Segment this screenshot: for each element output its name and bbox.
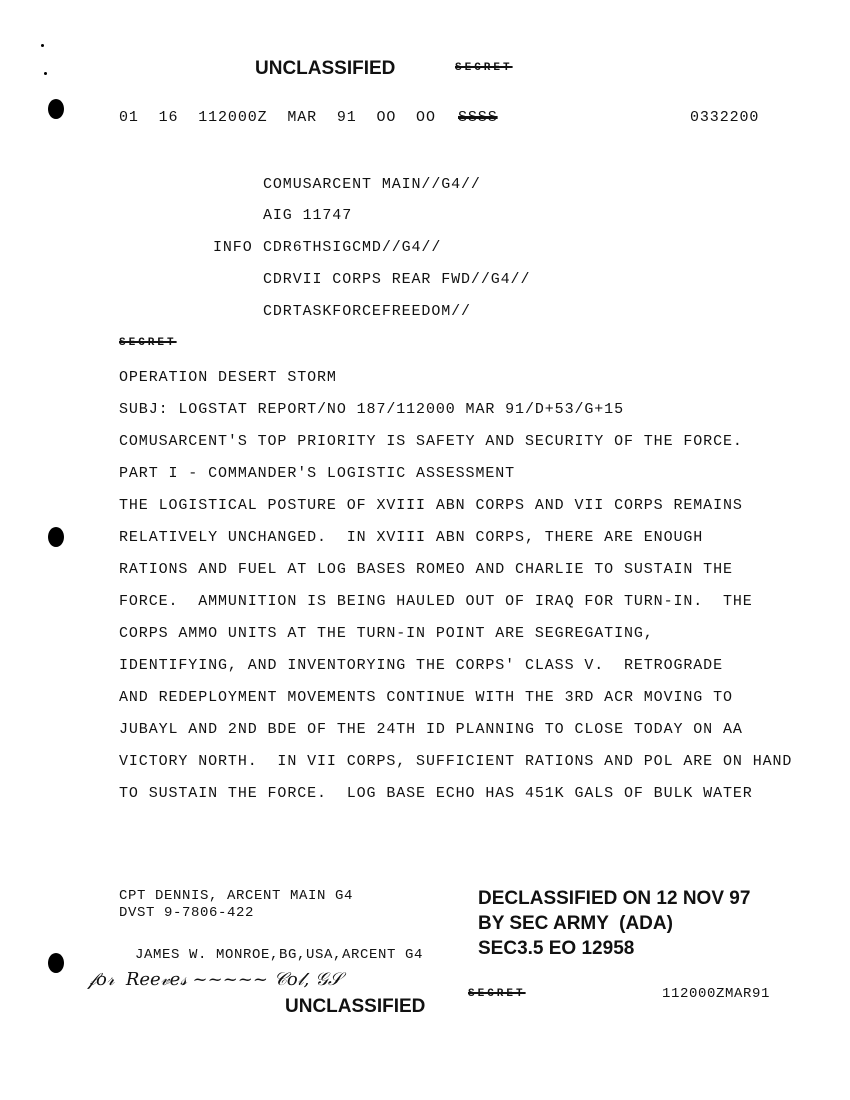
- body-line: FORCE. AMMUNITION IS BEING HAULED OUT OF IRAQ FOR TURN-IN. THE: [119, 593, 753, 610]
- drafter-line: CPT DENNIS, ARCENT MAIN G4: [119, 888, 354, 904]
- handwritten-signature: 𝒻𝑜𝓇 𝑅𝑒𝑒𝓋𝑒𝓈 ~~~~~ 𝒞𝑜𝓁, 𝒢𝒮: [88, 969, 342, 990]
- message-header-line: 01 16 112000Z MAR 91 OO OO: [119, 109, 436, 126]
- bottom-classification: UNCLASSIFIED: [285, 996, 426, 1017]
- addressee: COMUSARCENT MAIN//G4//: [263, 176, 481, 193]
- info-addressee: CDRTASKFORCEFREEDOM//: [263, 303, 471, 320]
- footer-dtg: 112000ZMAR91: [662, 986, 771, 1002]
- body-line: JUBAYL AND 2ND BDE OF THE 24TH ID PLANNING TO CLOSE TODAY ON AA: [119, 721, 743, 738]
- top-classification: UNCLASSIFIED: [255, 58, 396, 79]
- punch-hole: [48, 527, 64, 547]
- speck: [41, 44, 44, 47]
- struck-secret-marking: SECRET: [119, 337, 177, 349]
- struck-secret-marking: SECRET: [455, 62, 513, 74]
- info-addressee: CDR6THSIGCMD//G4//: [263, 239, 442, 256]
- body-line: THE LOGISTICAL POSTURE OF XVIII ABN CORPS AND VII CORPS REMAINS: [119, 497, 743, 514]
- releaser-line: JAMES W. MONROE,BG,USA,ARCENT G4: [135, 947, 424, 963]
- body-line: SUBJ: LOGSTAT REPORT/NO 187/112000 MAR 91/D+53/G+15: [119, 401, 624, 418]
- body-line: IDENTIFYING, AND INVENTORYING THE CORPS' CLASS V. RETROGRADE: [119, 657, 723, 674]
- declass-line: BY SEC ARMY (ADA): [478, 913, 673, 934]
- body-line: OPERATION DESERT STORM: [119, 369, 337, 386]
- info-addressee: CDRVII CORPS REAR FWD//G4//: [263, 271, 531, 288]
- punch-hole: [48, 953, 64, 973]
- body-line: COMUSARCENT'S TOP PRIORITY IS SAFETY AND SECURITY OF THE FORCE.: [119, 433, 743, 450]
- punch-hole: [48, 99, 64, 119]
- phone-line: DVST 9-7806-422: [119, 905, 255, 921]
- struck-secret-marking: SECRET: [468, 988, 526, 1000]
- body-line: RELATIVELY UNCHANGED. IN XVIII ABN CORPS, THERE ARE ENOUGH: [119, 529, 704, 546]
- declass-line: DECLASSIFIED ON 12 NOV 97: [478, 888, 751, 909]
- speck: [44, 72, 47, 75]
- struck-code: SSSS: [458, 109, 498, 126]
- body-line: RATIONS AND FUEL AT LOG BASES ROMEO AND CHARLIE TO SUSTAIN THE: [119, 561, 733, 578]
- body-line: VICTORY NORTH. IN VII CORPS, SUFFICIENT RATIONS AND POL ARE ON HAND: [119, 753, 793, 770]
- addressee: AIG 11747: [263, 207, 353, 224]
- info-label: INFO: [213, 239, 253, 256]
- body-line: CORPS AMMO UNITS AT THE TURN-IN POINT ARE SEGREGATING,: [119, 625, 654, 642]
- body-line: TO SUSTAIN THE FORCE. LOG BASE ECHO HAS 451K GALS OF BULK WATER: [119, 785, 753, 802]
- declass-line: SEC3.5 EO 12958: [478, 938, 635, 959]
- message-number: 0332200: [690, 109, 760, 126]
- body-line: AND REDEPLOYMENT MOVEMENTS CONTINUE WITH THE 3RD ACR MOVING TO: [119, 689, 733, 706]
- body-line: PART I - COMMANDER'S LOGISTIC ASSESSMENT: [119, 465, 516, 482]
